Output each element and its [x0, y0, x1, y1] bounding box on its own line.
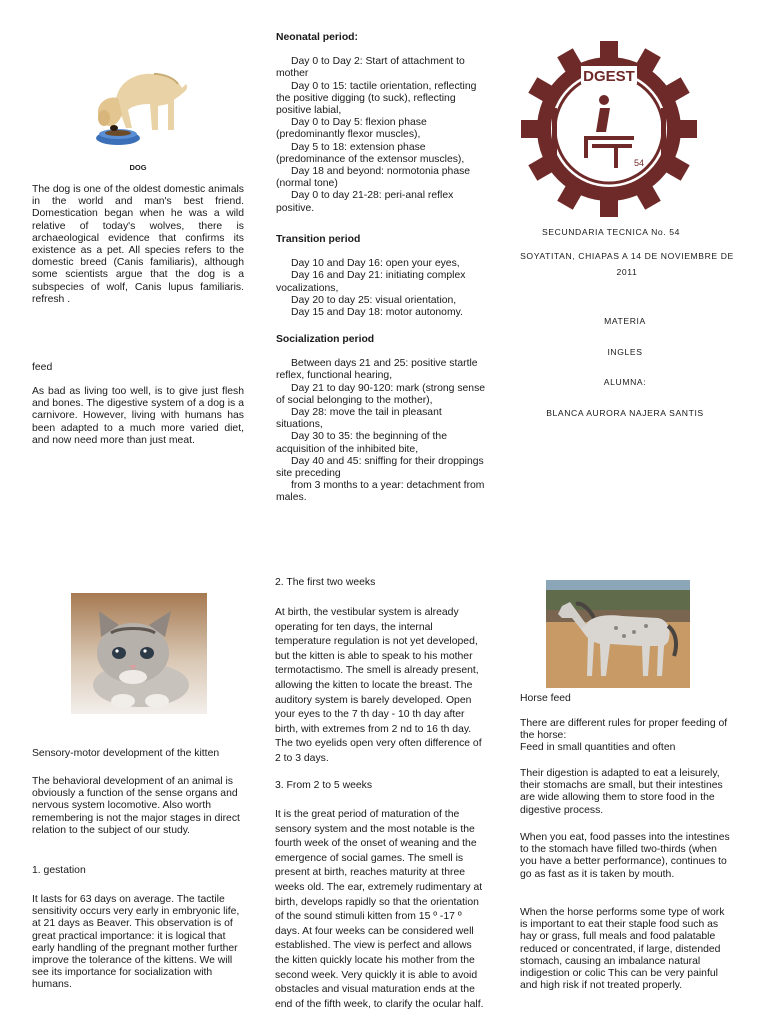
horse-title: Horse feed	[520, 693, 571, 704]
list-item: Day 30 to 35: the beginning of the acquisition of the inhibited bite,	[276, 431, 447, 455]
weeks-text: At birth, the vestibular system is already operating for ten days, the internal temperature regulation is not yet developed, but the kitten is able to speak to his mother termotactismo. The smell is already present, allowing the kitten to locate the breast. The auditory system is barely developed. Open your eyes to the 7 th day - 10 th day after birth, with extremes from 2 nd to 16 th day. The two eyelids open very often difference of 2 to 3 days.	[275, 607, 482, 764]
subject: INGLES	[607, 347, 643, 357]
list-item: Day 0 to Day 2: Start of attachment to mother	[276, 56, 465, 80]
kitten-image	[71, 593, 207, 714]
horse-image	[546, 580, 690, 688]
list-item: Day 40 and 45: sniffing for their droppings site preceding	[276, 455, 484, 480]
horse-p1: Their digestion is adapted to eat a leisurely, their stomachs are small, but their intestines are wide allowing them to store food in the digestive process.	[520, 768, 723, 816]
list-item: Day 0 to day 21-28: peri-anal reflex positive.	[276, 190, 454, 214]
list-item: Day 16 and Day 21: initiating complex vocalizations,	[276, 270, 466, 294]
feed-text: As bad as living too well, is to give just flesh and bones. The digestive system of a dog is a carnivore. However, living with humans has been adapted to a much more varied diet, and now need more than just meat.	[32, 386, 244, 446]
student-label: ALUMNA:	[603, 377, 647, 387]
horse-rules	[520, 718, 732, 755]
gestation-title: 1. gestation	[32, 865, 86, 876]
list-item: Day 10 and Day 16: open your eyes,	[291, 258, 460, 270]
neonatal-section	[276, 32, 490, 215]
transition-title: Transition period	[276, 234, 361, 245]
list-item: Day 0 to 15: tactile orientation, reflecting the positive digging (to suck), reflecting positive labial,	[276, 80, 477, 117]
horse-rules-line1: There are different rules for proper feeding of the horse:	[520, 718, 728, 742]
kitten-title: Sensory-motor development of the kitten	[32, 748, 220, 759]
dog-text: The dog is one of the oldest domestic animals in the world and man's best friend. Domestication began when he was a wild relative of today's wolves, there is archaeological evidence that confirms its existence as a pet. All species refers to the domestic breed (Canis familiaris), although some scientists argue that the dog is a subspecies of wolf, Canis lupus familiaris. refresh .	[32, 184, 244, 305]
school-logo	[518, 40, 700, 218]
socialization-title: Socialization period	[276, 334, 375, 345]
horse-p2: When you eat, food passes into the intestines to the stomach have filled two-thirds (when you have a better performance), continues to go as fast as it is taken by mouth.	[520, 832, 730, 880]
horse-rules-line2: Feed in small quantities and often	[520, 742, 676, 754]
student-name: BLANCA AURORA NAJERA SANTIS	[546, 408, 704, 418]
transition-section	[276, 234, 490, 319]
list-item: from 3 months to a year: detachment from males.	[276, 480, 485, 504]
list-item: Between days 21 and 25: positive startle reflex, functional hearing,	[276, 358, 478, 382]
dog-image	[88, 44, 192, 150]
dog-caption: DOG	[129, 163, 147, 172]
weeks-title: 2. The first two weeks	[275, 577, 376, 588]
from2-text: It is the great period of maturation of the sensory system and the most notable is the fourth week of the onset of weaning and the emergence of social games. The smell is present at birth, reaches maturity at three weeks old. The ear, extremely rudimentary at birth, develops rapidly so that the orientation of the sound stimuli kitten from 15 º -17 º days. At four weeks can be considered well established. The view is perfect and allows the kitten quickly locate his mother from the second week. Very quickly it is able to avoid obstacles and visual maturation ends at the end of the fifth week, to clarify the ocular half.	[275, 809, 484, 1010]
list-item: Day 5 to 18: extension phase (predominance of the extensor muscles),	[276, 141, 465, 165]
list-item: Day 15 and Day 18: motor autonomy.	[291, 307, 463, 319]
horse-p3: When the horse performs some type of work is important to eat their staple food such as hay or grass, full meals and food palatable reduced or concentrated, if large, distended stomach, causing an imbalance natural indigestion or colic This can be very painful and high risk if not treated properly.	[520, 907, 725, 992]
list-item: Day 28: move the tail in pleasant situations,	[276, 407, 442, 431]
list-item: Day 21 to day 90-120: mark (strong sense of social belonging to the mother),	[276, 382, 486, 406]
list-item: Day 18 and beyond: normotonia phase (normal tone)	[276, 166, 471, 190]
subject-label: MATERIA	[604, 316, 646, 326]
neonatal-title: Neonatal period:	[276, 32, 358, 43]
place-date: SOYATITAN, CHIAPAS A 14 DE NOVIEMBRE DE 2011	[520, 251, 734, 277]
list-item: Day 20 to day 25: visual orientation,	[291, 294, 457, 306]
kitten-intro: The behavioral development of an animal is obviously a function of the sense organs and nervous system locomotive. Also worth remembering is not the major stages in direct relation to the subject of our study.	[32, 776, 240, 836]
from2-title: 3. From 2 to 5 weeks	[275, 780, 373, 791]
feed-title: feed	[32, 362, 53, 373]
logo-number: 54	[634, 158, 645, 168]
list-item: Day 0 to Day 5: flexion phase (predominantly flexor muscles),	[276, 117, 427, 141]
logo-text: DGEST	[583, 68, 635, 85]
socialization-section	[276, 334, 490, 505]
gestation-text: It lasts for 63 days on average. The tactile sensitivity occurs very early in embryonic life, at 21 days as Beaver. This observation is of great practical importance: it is logical that early handling of the pregnant mother further improve the tolerance of the kittens. We will see its importance for socialization with humans.	[32, 894, 240, 991]
school-name: SECUNDARIA TECNICA No. 54	[541, 227, 681, 237]
